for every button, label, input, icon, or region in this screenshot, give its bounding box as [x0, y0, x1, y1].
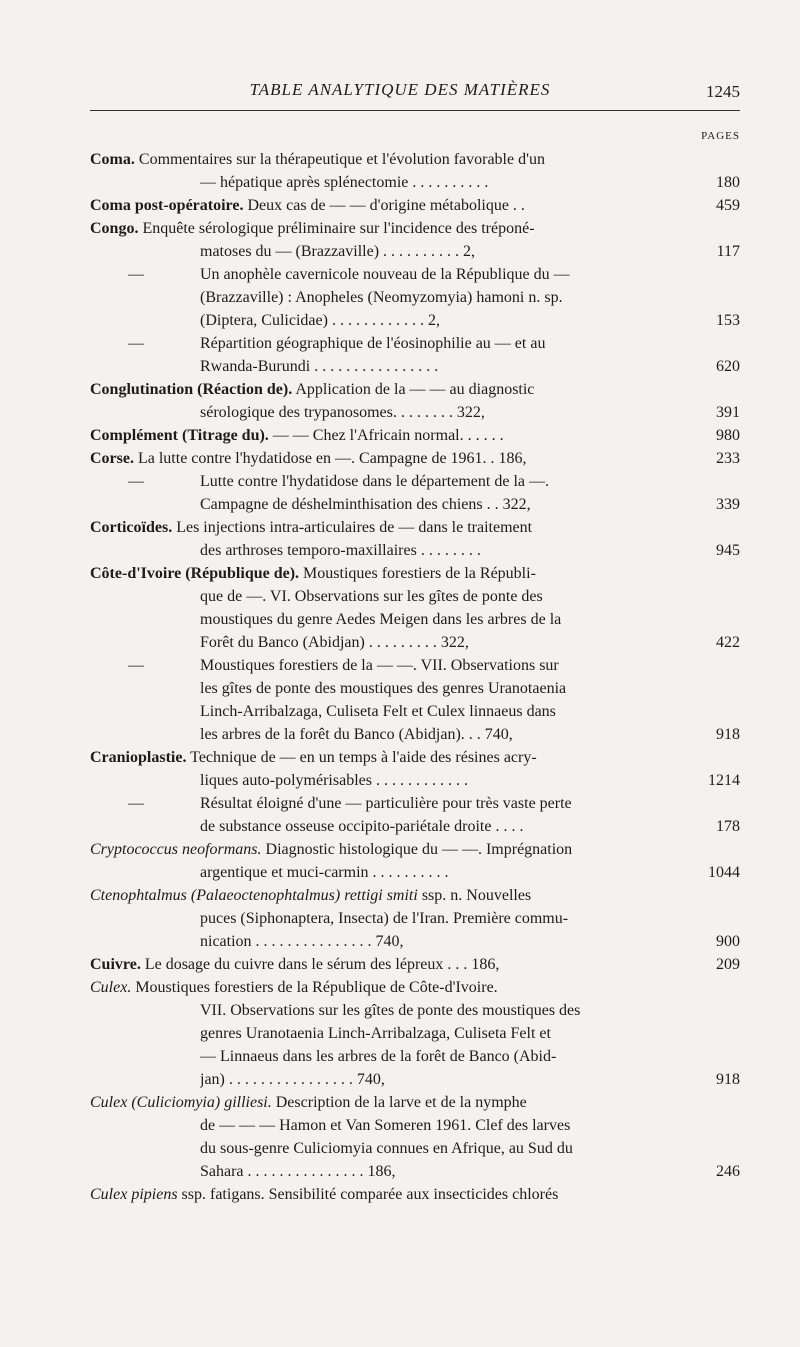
index-line [90, 723, 740, 746]
entry-text [200, 171, 740, 194]
index-line [90, 1137, 740, 1160]
index-line [90, 930, 740, 953]
entry-headword: Côte-d'Ivoire (République de). [90, 565, 300, 582]
entry-headword: Culex (Culiciomyia) gilliesi. [90, 1094, 272, 1111]
index-line [90, 424, 740, 447]
index-line [90, 1183, 740, 1206]
page-reference: 209 [716, 956, 740, 973]
entry-body: liques auto-polymérisables . . . . . . . . . . . . [200, 772, 468, 789]
entry-headword: Cryptococcus neoformans. [90, 841, 262, 858]
index-entries [90, 148, 740, 1206]
entry-body: les arbres de la forêt du Banco (Abidjan). . . 740, [200, 726, 513, 743]
entry-text [90, 976, 665, 999]
entry-body: Résultat éloigné d'une — particulière pour très vaste perte [200, 795, 572, 812]
index-line [90, 861, 740, 884]
page-reference: 1214 [708, 772, 740, 789]
index-line [90, 838, 740, 861]
entry-body: que de —. VI. Observations sur les gîtes de ponte des [200, 588, 543, 605]
entry-text [200, 654, 740, 677]
entry-headword: Culex. [90, 979, 132, 996]
entry-body: ssp. fatigans. Sensibilité comparée aux insecticides chlorés [177, 1186, 559, 1203]
entry-text [200, 355, 740, 378]
page-reference: 900 [716, 933, 740, 950]
entry-body: Moustiques forestiers de la Républi- [299, 565, 536, 582]
entry-text [200, 769, 740, 792]
entry-text [200, 930, 740, 953]
index-line [90, 953, 740, 976]
index-line [90, 516, 740, 539]
entry-headword: Cuivre. [90, 956, 141, 973]
index-line [90, 286, 740, 309]
index-line [90, 1160, 740, 1183]
entry-text [90, 516, 665, 539]
entry-text [200, 631, 740, 654]
entry-body: genres Uranotaenia Linch-Arribalzaga, Culiseta Felt et [200, 1025, 551, 1042]
page-reference: 246 [716, 1163, 740, 1180]
entry-headword: Culex pipiens [90, 1186, 178, 1203]
index-line [90, 1068, 740, 1091]
index-line [90, 447, 740, 470]
entry-body: Diagnostic histologique du — —. Imprégnation [261, 841, 573, 858]
entry-text [200, 1068, 740, 1091]
page-reference: 391 [716, 404, 740, 421]
entry-text [200, 470, 740, 493]
entry-text [200, 1045, 740, 1068]
page-reference: 233 [716, 450, 740, 467]
entry-body: Moustiques forestiers de la — —. VII. Observations sur [200, 657, 559, 674]
page-reference: 117 [716, 243, 740, 260]
entry-text [200, 608, 740, 631]
entry-text [90, 424, 665, 447]
entry-headword: Coma post-opératoire. [90, 197, 244, 214]
entry-text [200, 309, 740, 332]
repeat-dash: — [128, 266, 144, 283]
index-line [90, 493, 740, 516]
entry-text [200, 1160, 740, 1183]
entry-text [90, 746, 665, 769]
page-reference: 620 [716, 358, 740, 375]
entry-body: de substance osseuse occipito-pariétale droite . . . . [200, 818, 524, 835]
entry-text [200, 700, 740, 723]
entry-body: nication . . . . . . . . . . . . . . . 740, [200, 933, 404, 950]
header-divider [90, 110, 740, 111]
index-line [90, 677, 740, 700]
entry-body: Moustiques forestiers de la République de Côte-d'Ivoire. [131, 979, 498, 996]
index-line [90, 792, 740, 815]
entry-body: Lutte contre l'hydatidose dans le département de la —. [200, 473, 549, 490]
entry-text [90, 217, 665, 240]
entry-body: Sahara . . . . . . . . . . . . . . . 186, [200, 1163, 396, 1180]
entry-text [200, 792, 740, 815]
entry-body: VII. Observations sur les gîtes de ponte des moustiques des [200, 1002, 581, 1019]
entry-text [90, 562, 665, 585]
entry-text [90, 884, 665, 907]
entry-body: — hépatique après splénectomie . . . . . . . . . . [200, 174, 489, 191]
index-line [90, 631, 740, 654]
index-line [90, 769, 740, 792]
entry-text [200, 585, 740, 608]
entry-text [200, 332, 740, 355]
index-line [90, 217, 740, 240]
entry-headword: Coma. [90, 151, 135, 168]
index-line [90, 355, 740, 378]
index-line [90, 608, 740, 631]
index-line [90, 309, 740, 332]
entry-text [200, 1137, 740, 1160]
index-line [90, 401, 740, 424]
entry-text [200, 999, 740, 1022]
index-line [90, 907, 740, 930]
pages-column-heading: PAGES [701, 130, 740, 142]
page-reference: 459 [716, 197, 740, 214]
entry-headword: Corse. [90, 450, 134, 467]
entry-body: matoses du — (Brazzaville) . . . . . . . . . . 2, [200, 243, 476, 260]
entry-headword: Cranioplastie. [90, 749, 187, 766]
entry-body: ssp. n. Nouvelles [417, 887, 532, 904]
page-reference: 180 [716, 174, 740, 191]
entry-body: — — Chez l'Africain normal. . . . . . [268, 427, 504, 444]
entry-body: (Diptera, Culicidae) . . . . . . . . . . . . 2, [200, 312, 440, 329]
index-line [90, 884, 740, 907]
entry-text [90, 148, 665, 171]
page-reference: 153 [716, 312, 740, 329]
entry-body: sérologique des trypanosomes. . . . . . . . 322, [200, 404, 485, 421]
page-reference: 422 [716, 634, 740, 651]
entry-body: Les injections intra-articulaires de — dans le traitement [172, 519, 533, 536]
page-reference: 980 [716, 427, 740, 444]
repeat-dash: — [128, 795, 144, 812]
running-header-title: TABLE ANALYTIQUE DES MATIÈRES [249, 80, 551, 99]
index-line [90, 332, 740, 355]
index-line [90, 700, 740, 723]
entry-body: Linch-Arribalzaga, Culiseta Felt et Culex linnaeus dans [200, 703, 556, 720]
entry-text [90, 838, 665, 861]
entry-text [200, 723, 740, 746]
index-line [90, 263, 740, 286]
entry-body: Application de la — — au diagnostic [292, 381, 535, 398]
page-reference: 339 [716, 496, 740, 513]
index-line [90, 976, 740, 999]
entry-text [200, 861, 740, 884]
entry-text [90, 378, 665, 401]
entry-body: puces (Siphonaptera, Insecta) de l'Iran. Première commu- [200, 910, 569, 927]
entry-body: — Linnaeus dans les arbres de la forêt de Banco (Abid- [200, 1048, 557, 1065]
page-number: 1245 [706, 82, 740, 101]
entry-body: les gîtes de ponte des moustiques des genres Uranotaenia [200, 680, 567, 697]
entry-text [200, 240, 740, 263]
entry-body: argentique et muci-carmin . . . . . . . . . . [200, 864, 449, 881]
entry-text [90, 953, 665, 976]
index-line [90, 654, 740, 677]
entry-headword: Complément (Titrage du). [90, 427, 269, 444]
entry-body: Répartition géographique de l'éosinophilie au — et au [200, 335, 546, 352]
entry-text [200, 539, 740, 562]
entry-text [90, 194, 665, 217]
entry-text [200, 677, 740, 700]
index-line [90, 746, 740, 769]
index-line [90, 1091, 740, 1114]
entry-body: des arthroses temporo-maxillaires . . . . . . . . [200, 542, 481, 559]
entry-body: La lutte contre l'hydatidose en —. Campagne de 1961. . 186, [133, 450, 527, 467]
entry-body: Deux cas de — — d'origine métabolique . . [243, 197, 525, 214]
index-line [90, 585, 740, 608]
entry-body: Enquête sérologique préliminaire sur l'incidence des tréponé- [138, 220, 535, 237]
page-reference: 918 [716, 726, 740, 743]
entry-text [200, 493, 740, 516]
entry-headword: Congo. [90, 220, 139, 237]
page-reference: 945 [716, 542, 740, 559]
entry-body: moustiques du genre Aedes Meigen dans les arbres de la [200, 611, 562, 628]
entry-body: (Brazzaville) : Anopheles (Neomyzomyia) hamoni n. sp. [200, 289, 563, 306]
entry-body: jan) . . . . . . . . . . . . . . . . 740, [200, 1071, 385, 1088]
page-reference: 178 [716, 818, 740, 835]
repeat-dash: — [128, 473, 144, 490]
page-reference: 918 [716, 1071, 740, 1088]
index-line [90, 1022, 740, 1045]
entry-text [90, 1091, 665, 1114]
index-line [90, 1045, 740, 1068]
index-line [90, 194, 740, 217]
entry-text [200, 907, 740, 930]
entry-text [90, 447, 665, 470]
entry-body: Rwanda-Burundi . . . . . . . . . . . . . . . . [200, 358, 439, 375]
entry-headword: Conglutination (Réaction de). [90, 381, 293, 398]
index-line [90, 815, 740, 838]
entry-body: Le dosage du cuivre dans le sérum des lépreux . . . 186, [140, 956, 500, 973]
entry-text [200, 815, 740, 838]
repeat-dash: — [128, 335, 144, 352]
entry-headword: Ctenophtalmus (Palaeoctenophtalmus) rettigi smiti [90, 887, 418, 904]
repeat-dash: — [128, 657, 144, 674]
entry-text [200, 1114, 740, 1137]
entry-text [200, 263, 740, 286]
page-reference: 1044 [708, 864, 740, 881]
index-line [90, 470, 740, 493]
entry-body: Un anophèle cavernicole nouveau de la République du — [200, 266, 570, 283]
index-line [90, 171, 740, 194]
entry-body: Description de la larve et de la nymphe [271, 1094, 527, 1111]
index-line [90, 378, 740, 401]
index-line [90, 539, 740, 562]
entry-body: de — — — Hamon et Van Someren 1961. Clef des larves [200, 1117, 571, 1134]
entry-text [90, 1183, 665, 1206]
index-line [90, 1114, 740, 1137]
index-line [90, 240, 740, 263]
entry-headword: Corticoïdes. [90, 519, 173, 536]
entry-text [200, 401, 740, 424]
entry-body: Commentaires sur la thérapeutique et l'évolution favorable d'un [134, 151, 545, 168]
index-line [90, 562, 740, 585]
entry-text [200, 1022, 740, 1045]
entry-body: du sous-genre Culiciomyia connues en Afrique, au Sud du [200, 1140, 573, 1157]
entry-text [200, 286, 740, 309]
entry-body: Campagne de déshelminthisation des chiens . . 322, [200, 496, 531, 513]
entry-body: Forêt du Banco (Abidjan) . . . . . . . . . 322, [200, 634, 469, 651]
index-line [90, 148, 740, 171]
entry-body: Technique de — en un temps à l'aide des résines acry- [186, 749, 537, 766]
index-line [90, 999, 740, 1022]
